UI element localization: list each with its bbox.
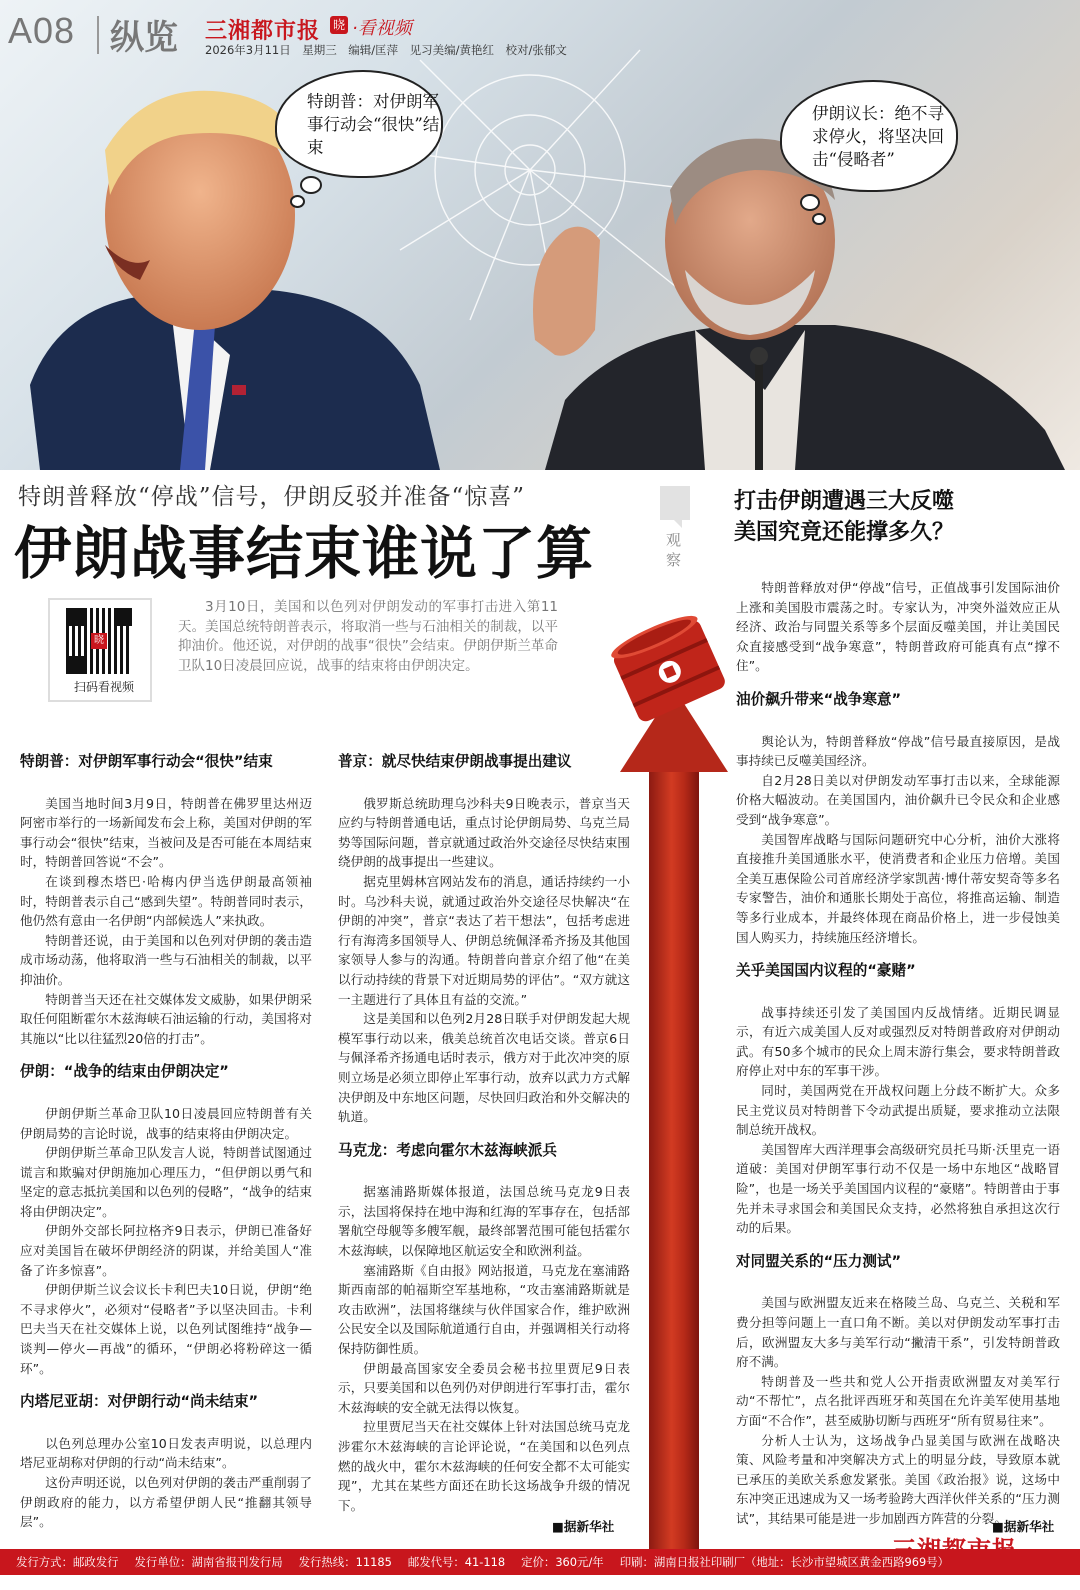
commentary-source-credit: ■据新华社 — [992, 1519, 1055, 1534]
body-paragraph: 伊朗外交部长阿拉格齐9日表示，伊朗已准备好应对美国旨在破坏伊朗经济的阴谋，并给美国人“准备了许多惊喜”。 — [20, 1223, 312, 1278]
app-badge-icon: 晓 — [330, 16, 348, 34]
bubble-dot — [812, 213, 826, 225]
trump-quote-bubble — [275, 70, 443, 178]
section-heading: 马克龙：考虑向霍尔木兹海峡派兵 — [338, 1141, 557, 1159]
trump-quote-text: 特朗普：对伊朗军事行动会“很快”结束 — [307, 92, 440, 157]
body-paragraph: 据塞浦路斯媒体报道，法国总统马克龙9日表示，法国将保持在地中海和红海的军事存在，包括部署航空母舰等多艘军舰，最终部署范围可能包括霍尔木兹海峡，以保障地区航运安全和欧洲利益。 — [338, 1184, 630, 1259]
body-paragraph: 特朗普还说，由于美国和以色列对伊朗的袭击造成市场动荡，他将取消一些与石油相关的制裁，以平抑油价。 — [20, 932, 312, 987]
commentary-title-line-1: 打击伊朗遭遇三大反噬 — [734, 489, 955, 514]
body-paragraph: 拉里贾尼当天在社交媒体上针对法国总统马克龙涉霍尔木兹海峡的言论评论说，“在美国和以色列点燃的战火中，霍尔木兹海峡的任何安全都不太可能实现”，尤其在某些方面还在助长这场战争升级的情况下。 — [338, 1419, 630, 1513]
quote-mark-icon — [660, 486, 690, 520]
section-heading: 油价飙升带来“战争寒意” — [736, 690, 902, 708]
body-paragraph: 美国与欧洲盟友近来在格陵兰岛、乌克兰、关税和军费分担等问题上一直口角不断。美以对伊朗发动军事打击后，欧洲盟友大多与美军行动“撇清干系”，引发特朗普政府不满。 — [736, 1295, 1060, 1370]
lede-paragraph: 3月10日，美国和以色列对伊朗发动的军事打击进入第11天。美国总统特朗普表示，将取消一些与石油相关的制裁，以平抑油价。他还说，对伊朗的战事“很快”会结束。伊朗伊斯兰革命卫队10日凌晨回应说，战事的结束将由伊朗决定。 — [178, 599, 558, 674]
body-paragraph: 俄罗斯总统助理乌沙科夫9日晚表示，普京当天应约与特朗普通电话，重点讨论伊朗局势、乌克兰局势等国际问题，普京就通过政治外交途径尽快结束围绕伊朗的战事提出一些建议。 — [338, 795, 630, 870]
body-paragraph: 据克里姆林宫网站发布的消息，通话持续约一小时。乌沙科夫说，就通过政治外交途径尽快解决“在伊朗的冲突”，普京“表达了若干想法”，包括考虑进行有海湾多国领导人、伊朗总统佩泽希齐扬及其他国家领导人参与的沟通。特朗普向普京介绍了他“在美以行动持续的背景下对近期局势的评估”。“双方就这一主题进行了具体且有益的交流。” — [338, 873, 630, 1007]
article-column-1 — [20, 752, 312, 1532]
section-heading: 普京：就尽快结束伊朗战事提出建议 — [338, 753, 572, 770]
body-paragraph: 美国智库大西洋理事会高级研究员托马斯·沃里克一语道破：美国对伊朗军事行动不仅是一场中东地区“战略冒险”，也是一场关乎美国国内议程的“豪赌”。特朗普由于事先并未寻求国会和美国民众支持，必然将独自承担这次行动的后果。 — [736, 1141, 1060, 1236]
body-paragraph: 自2月28日美以对伊朗发动军事打击以来，全球能源价格大幅波动。在美国国内，油价飙升已令民众和企业感受到“战争寒意”。 — [736, 772, 1060, 827]
body-paragraph: 舆论认为，特朗普释放“停战”信号最直接原因，是战事持续已反噬美国经济。 — [736, 733, 1060, 769]
body-paragraph: 这份声明还说，以色列对伊朗的袭击严重削弱了伊朗政府的能力，以方希望伊朗人民“推翻其领导层”。 — [20, 1475, 312, 1530]
rising-arrow — [649, 760, 699, 1550]
video-tag: ·看视频 — [352, 18, 412, 39]
section-heading: 内塔尼亚胡：对伊朗行动“尚未结束” — [20, 1393, 259, 1411]
qr-logo-icon: 晓 — [91, 633, 107, 649]
hero-image — [0, 0, 1080, 470]
body-paragraph: 特朗普释放对伊“停战”信号，正值战事引发国际油价上涨和美国股市震荡之时。专家认为，冲突外溢效应正从经济、政治与同盟关系等多个层面反噬美国，并让美国民众直接感受到“战争寒意”，特朗普政府可能真有点“撑不住”。 — [736, 580, 1060, 674]
section-heading: 对同盟关系的“压力测试” — [736, 1252, 902, 1270]
body-paragraph: 特朗普当天还在社交媒体发文威胁，如果伊朗采取任何阻断霍尔木兹海峡石油运输的行动，美国将对其施以“比以往猛烈20倍的打击”。 — [20, 991, 312, 1046]
qr-label: 扫码看视频 — [73, 680, 134, 694]
commentary-title — [734, 486, 1064, 548]
footer-item: 发行方式：邮政发行 — [16, 1555, 119, 1569]
section-name: 纵览 — [110, 18, 178, 58]
quote-mark-tail — [672, 518, 682, 528]
section-heading: 特朗普：对伊朗军事行动会“很快”结束 — [20, 753, 273, 770]
body-paragraph: 伊朗最高国家安全委员会秘书拉里贾尼9日表示，只要美国和以色列仍对伊朗进行军事打击，霍尔木兹海峡的安全就无法得以恢复。 — [338, 1360, 630, 1415]
masthead-divider — [97, 16, 99, 54]
footer-item: 邮发代号：41-118 — [407, 1555, 506, 1569]
body-paragraph: 美国智库战略与国际问题研究中心分析，油价大涨将直接推升美国通胀水平，使消费者和企业压力倍增。美国全美互惠保险公司首席经济学家凯茜·博什蒂安契奇等多名专家警告，油价和通胀长期处于高位，将推高运输、制造等多行业成本，并最终体现在商品价格上，进一步侵蚀美国人购买力，持续施压经济增长。 — [736, 831, 1060, 945]
section-heading: 关乎美国国内议程的“豪赌” — [736, 962, 916, 980]
iran-quote-bubble — [780, 80, 958, 192]
body-paragraph: 特朗普及一些共和党人公开指责欧洲盟友对美军行动“不帮忙”，点名批评西班牙和英国在允许美军使用基地方面“不合作”，甚至威胁切断与西班牙“所有贸易往来”。 — [736, 1373, 1060, 1428]
body-paragraph: 在谈到穆杰塔巴·哈梅内伊当选伊朗最高领袖时，特朗普表示自己“感到失望”。特朗普同时表示，他仍然有意由一名伊朗“内部候选人”来执政。 — [20, 873, 312, 929]
footer-item: 印刷：湖南日报社印刷厂（地址：长沙市望城区黄金西路969号） — [619, 1555, 949, 1569]
body-paragraph: 分析人士认为，这场战争凸显美国与欧洲在战略决策、风险考量和冲突解决方式上的明显分歧，导致原本就已承压的美欧关系愈发紧张。美国《政治报》说，这场中东冲突正迅速成为又一场考验跨大西洋伙伴关系的“压力测试”，其结果可能是进一步加剧西方阵营的分裂。 — [736, 1432, 1060, 1526]
source-credit: ■据新华社 — [552, 1519, 615, 1534]
body-paragraph: 美国当地时间3月9日，特朗普在佛罗里达州迈阿密市举行的一场新闻发布会上称，美国对伊朗的军事行动会“很快”结束，当被问及是否可能在本周结束时，特朗普回答说“不会”。 — [20, 795, 312, 870]
article-column-2 — [338, 752, 630, 1515]
commentary-title-line-2: 美国究竟还能撑多久？ — [734, 520, 955, 545]
footer-item: 定价：360元/年 — [521, 1555, 604, 1569]
masthead — [0, 0, 1080, 64]
commentary-label: 观察 — [666, 531, 682, 569]
headline-kicker: 特朗普释放“停战”信号，伊朗反驳并准备“惊喜” — [18, 484, 526, 510]
qalibaf-photo — [505, 130, 1080, 470]
newspaper-logo: 三湘都市报 — [205, 18, 321, 44]
body-paragraph: 伊朗伊斯兰革命卫队10日凌晨回应特朗普有关伊朗局势的言论时说，战事的结束将由伊朗决定。 — [20, 1105, 312, 1141]
body-paragraph: 这是美国和以色列2月28日联手对伊朗发起大规模军事行动以来，俄美总统首次电话交谈。普京6日与佩泽希齐扬通电话时表示，俄方对于此次冲突的原则立场是必须立即停止军事行动，放弃以武力方式解决伊朗及中东地区问题，尽快回归政治和外交解决的轨道。 — [338, 1011, 630, 1125]
commentary-column — [736, 578, 1060, 1529]
body-paragraph: 以色列总理办公室10日发表声明说，以总理内塔尼亚胡称对伊朗的行动“尚未结束”。 — [20, 1435, 312, 1471]
bubble-dot — [300, 176, 322, 194]
page-number: A08 — [8, 10, 76, 51]
bubble-dot — [290, 195, 305, 208]
body-paragraph: 伊朗伊斯兰议会议长卡利巴夫10日说，伊朗“绝不寻求停火”，必须对“侵略者”予以坚决回击。卡利巴夫当天在社交媒体上说，以色列试图维持“战争—谈判—停火—再战”的循环，“伊朗必将粉碎这一循环”。 — [20, 1282, 312, 1376]
body-paragraph: 同时，美国两党在开战权问题上分歧不断扩大。众多民主党议员对特朗普下令动武提出质疑，要求推动立法限制总统开战权。 — [736, 1083, 1060, 1138]
footer-item: 发行单位：湖南省报刊发行局 — [134, 1555, 283, 1569]
body-paragraph: 战事持续还引发了美国国内反战情绪。近期民调显示，有近六成美国人反对或强烈反对特朗普政府对伊朗动武。有50多个城市的民众上周末游行集会，要求特朗普政府停止对中东的军事干涉。 — [736, 1004, 1060, 1079]
body-paragraph: 伊朗伊斯兰革命卫队发言人说，特朗普试图通过谎言和欺骗对伊朗施加心理压力，“但伊朗以勇气和坚定的意志抵抗美国和以色列的侵略”，“战争的结束将由伊朗决定”。 — [20, 1145, 312, 1219]
bubble-dot — [800, 194, 820, 211]
edition-info: 2026年3月11日 星期三 编辑/匡萍 见习美编/黄艳红 校对/张郁文 — [205, 43, 567, 57]
headline-title: 伊朗战事结束谁说了算 — [14, 521, 594, 587]
section-heading: 伊朗：“战争的结束由伊朗决定” — [20, 1063, 229, 1081]
footer-bar — [0, 1549, 1080, 1575]
iran-quote-text: 伊朗议长：绝不寻求停火，将坚决回击“侵略者” — [812, 104, 944, 169]
footer-item: 发行热线：11185 — [298, 1555, 392, 1569]
body-paragraph: 塞浦路斯《自由报》网站报道，马克龙在塞浦路斯西南部的帕福斯空军基地称，“攻击塞浦路斯就是攻击欧洲”，法国将继续与伙伴国家合作，维护欧洲公民安全以及国际航道通行自由，并强调相关行动将保持防御性质。 — [338, 1262, 630, 1357]
